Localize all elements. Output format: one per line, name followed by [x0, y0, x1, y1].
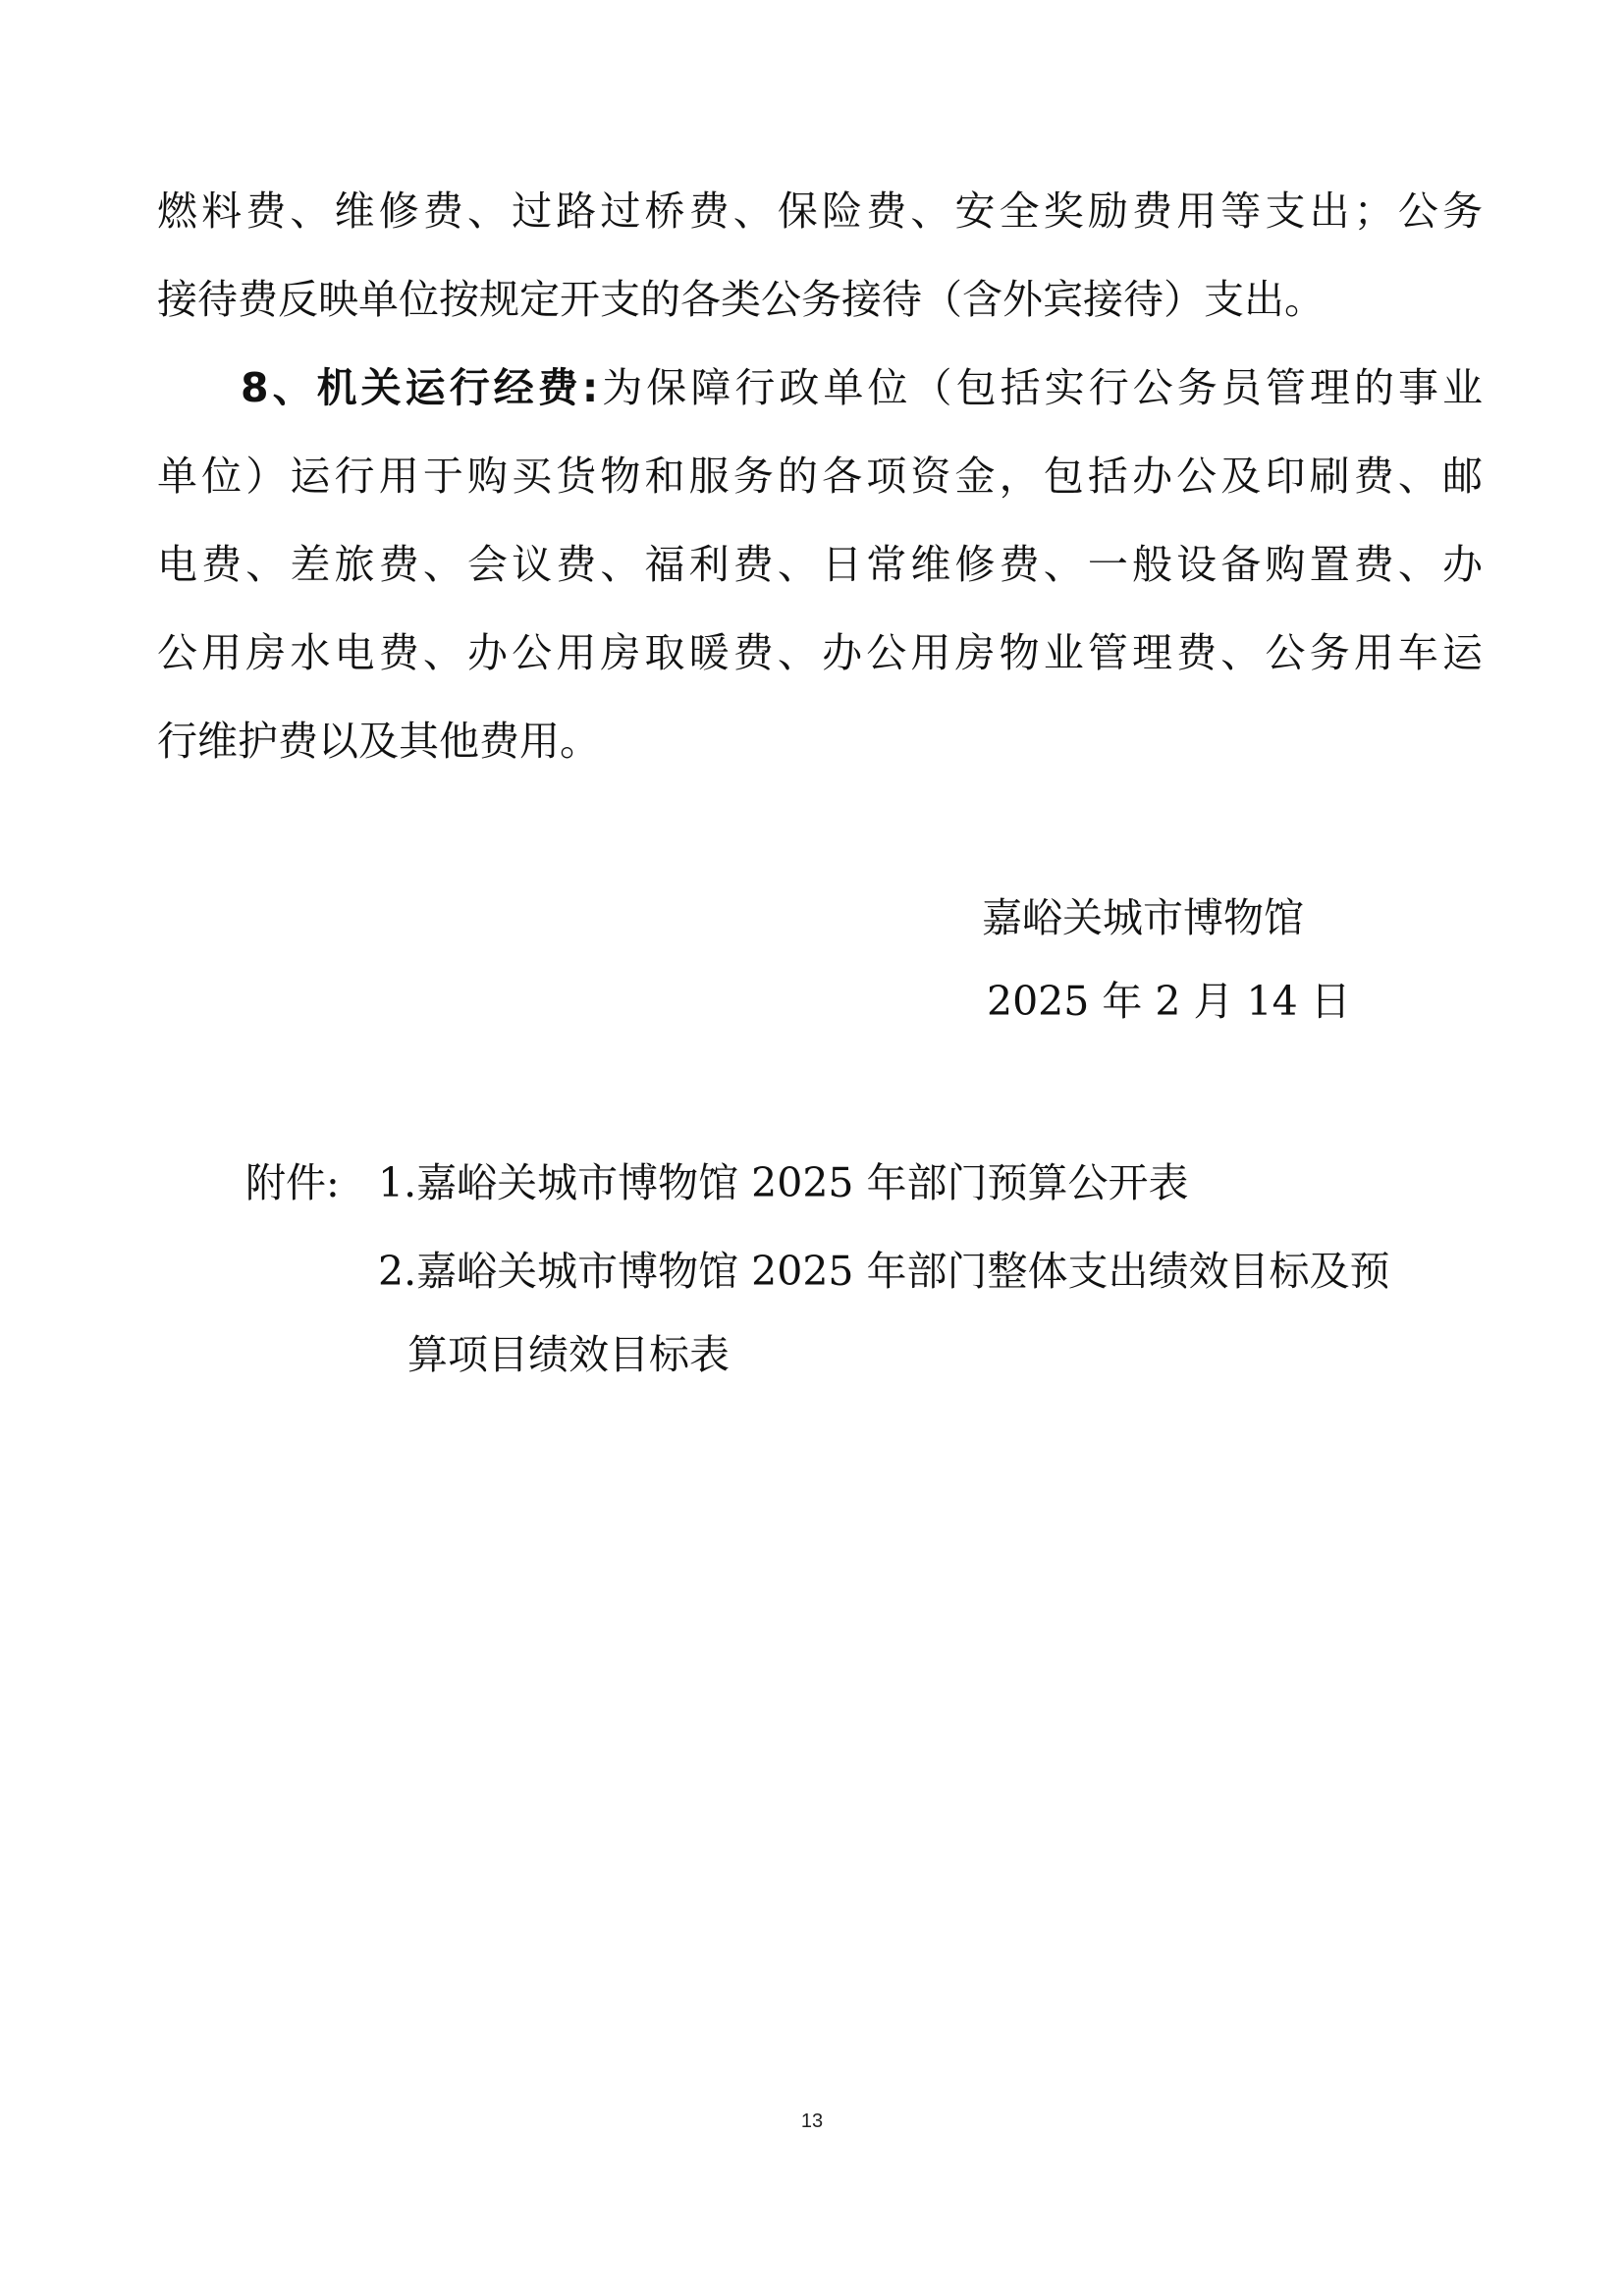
section-8-line-2: 单位）运行用于购买货物和服务的各项资金，包括办公及印刷费、邮 — [157, 453, 1483, 500]
section-8-line-4: 公用房水电费、办公用房取暖费、办公用房物业管理费、公务用车运 — [157, 629, 1483, 676]
section-8-line-5: 行维护费以及其他费用。 — [157, 718, 600, 765]
signature-date: 2025 年 2 月 14 日 — [987, 978, 1351, 1025]
attachment-item-2-line-2: 算项目绩效目标表 — [407, 1331, 730, 1378]
page-number: 13 — [800, 2110, 824, 2132]
attachments-label: 附件: — [245, 1159, 340, 1206]
body-line-1: 燃料费、维修费、过路过桥费、保险费、安全奖励费用等支出；公务 — [157, 187, 1483, 235]
signature-organization: 嘉峪关城市博物馆 — [982, 894, 1304, 941]
section-8-first-line — [241, 363, 1483, 412]
section-8-heading: 8、机关运行经费: — [241, 364, 599, 411]
body-line-2: 接待费反映单位按规定开支的各类公务接待（含外宾接待）支出。 — [157, 276, 1325, 323]
section-8-line-3: 电费、差旅费、会议费、福利费、日常维修费、一般设备购置费、办 — [157, 541, 1483, 588]
attachment-item-2-line-1: 2.嘉峪关城市博物馆 2025 年部门整体支出绩效目标及预 — [378, 1248, 1390, 1295]
attachment-item-1: 1.嘉峪关城市博物馆 2025 年部门预算公开表 — [378, 1159, 1189, 1206]
section-8-first-line-text: 为保障行政单位（包括实行公务员管理的事业 — [598, 364, 1483, 411]
